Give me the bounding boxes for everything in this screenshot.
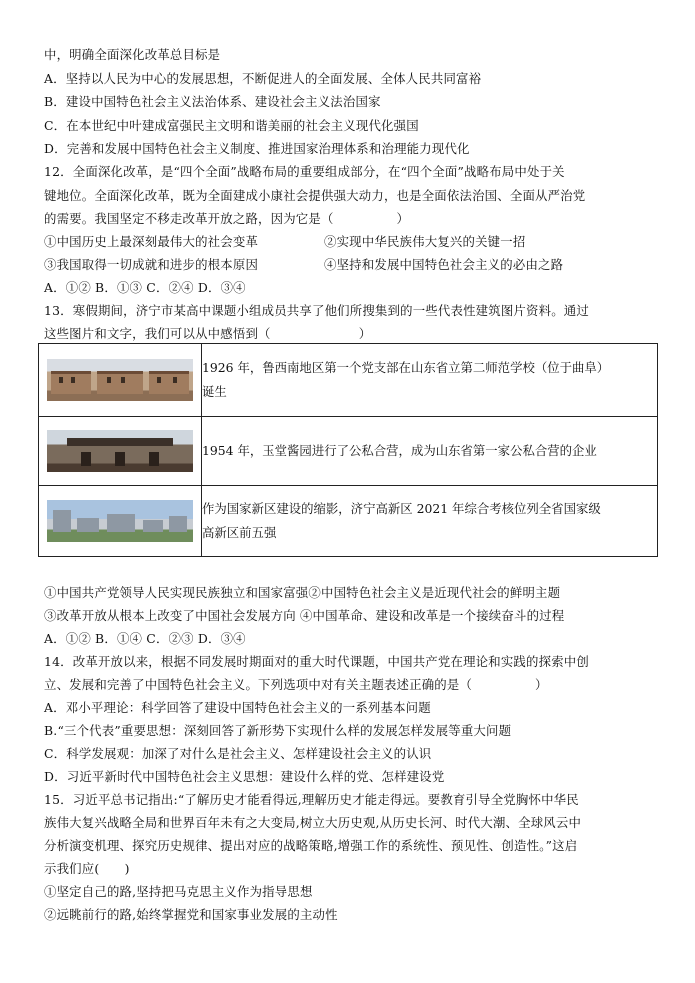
table-row	[39, 486, 658, 557]
q14-option-b: B.“三个代表”重要思想：深刻回答了新形势下实现什么样的发展怎样发展等重大问题	[44, 723, 512, 738]
statement-4: ④坚持和发展中国特色社会主义的必由之路	[324, 257, 564, 272]
question-12-line2: 键地位。全面深化改革，既为全面建成小康社会提供强大动力，也是全面依法治国、全面从严治党	[44, 188, 586, 203]
question-14-line2: 立、发展和完善了中国特色社会主义。下列选项中对有关主题表述正确的是（ ）	[44, 677, 548, 692]
row-text: 作为国家新区建设的缩影，济宁高新区 2021 年综合考核位列全省国家级	[202, 501, 601, 516]
question-13-line1: 13．寒假期间，济宁市某高中课题小组成员共享了他们所搜集到的一些代表性建筑图片资料。通过	[44, 303, 589, 318]
school-building-photo	[47, 359, 193, 401]
table-row	[39, 344, 658, 417]
question-12-line3: 的需要。我国坚定不移走改革开放之路，因为它是（ ）	[44, 211, 410, 226]
building-table	[38, 343, 658, 557]
q14-option-a: A．邓小平理论：科学回答了建设中国特色社会主义的一系列基本问题	[44, 700, 431, 715]
option-a: A．坚持以人民为中心的发展思想，不断促进人的全面发展、全体人民共同富裕	[44, 71, 482, 86]
row-text: 1926 年，鲁西南地区第一个党支部在山东省立第二师范学校（位于曲阜）	[202, 360, 610, 375]
question-15-line2: 族伟大复兴战略全局和世界百年未有之大变局,树立大历史观,从历史长河、时代大潮、全球风云中	[44, 815, 582, 830]
photo-cell	[39, 417, 202, 486]
question-14-line1: 14．改革开放以来，根据不同发展时期面对的重大时代课题，中国共产党在理论和实践的探索中创	[44, 654, 589, 669]
option-c: C．在本世纪中叶建成富强民主文明和谐美丽的社会主义现代化强国	[44, 118, 419, 133]
text-cell	[202, 344, 658, 417]
text-line: 中，明确全面深化改革总目标是	[44, 47, 221, 62]
option-d: D．完善和发展中国特色社会主义制度、推进国家治理体系和治理能力现代化	[44, 141, 470, 156]
q12-statement-row	[44, 254, 665, 276]
q14-option-d: D．习近平新时代中国特色社会主义思想：建设什么样的党、怎样建设党	[44, 769, 445, 784]
text-cell	[202, 486, 658, 557]
question-15-line1: 15．习近平总书记指出:“了解历史才能看得远,理解历史才能走得远。要教育引导全党胸怀中华民	[44, 792, 579, 807]
question-12-line1: 12．全面深化改革，是“四个全面”战略布局的重要组成部分，在“四个全面”战略布局中处于关	[44, 164, 565, 179]
question-15-line3: 分析演变机理、探究历史规律、提出对应的战略策略,增强工作的系统性、预见性、创造性。”这启	[44, 838, 578, 853]
q13-statements-1: ①中国共产党领导人民实现民族独立和国家富强②中国特色社会主义是近现代社会的鲜明主题	[44, 585, 561, 600]
question-15-line4: 示我们应( )	[44, 861, 130, 876]
q13-answer-options: A．①② B．①④ C．②③ D．③④	[44, 631, 246, 646]
q14-option-c: C．科学发展观：加深了对什么是社会主义、怎样建设社会主义的认识	[44, 746, 432, 761]
table-row	[39, 417, 658, 486]
row-text: 诞生	[202, 384, 227, 399]
statement-3: ③我国取得一切成就和进步的根本原因	[44, 257, 259, 272]
option-b: B．建设中国特色社会主义法治体系、建设社会主义法治国家	[44, 94, 381, 109]
q13-statements-2: ③改革开放从根本上改变了中国社会发展方向 ④中国革命、建设和改革是一个接续奋斗的过程	[44, 608, 565, 623]
statement-1: ①中国历史上最深刻最伟大的社会变革	[44, 234, 259, 249]
text-cell	[202, 417, 658, 486]
row-text: 高新区前五强	[202, 525, 277, 540]
q15-statement-1: ①坚定自己的路,坚持把马克思主义作为指导思想	[44, 884, 313, 899]
statement-2: ②实现中华民族伟大复兴的关键一招	[324, 234, 526, 249]
q12-statement-row	[44, 231, 665, 253]
hi-tech-zone-photo	[47, 500, 193, 542]
row-text: 1954 年，玉堂酱园进行了公私合营，成为山东省第一家公私合营的企业	[202, 443, 597, 458]
question-13-line2: 这些图片和文字，我们可以从中感悟到（ ）	[44, 326, 372, 341]
photo-cell	[39, 344, 202, 417]
q12-answer-options: A．①② B．①③ C．②④ D．③④	[44, 280, 246, 295]
q15-statement-2: ②远眺前行的路,始终掌握党和国家事业发展的主动性	[44, 907, 338, 922]
old-gate-photo	[47, 430, 193, 472]
photo-cell	[39, 486, 202, 557]
